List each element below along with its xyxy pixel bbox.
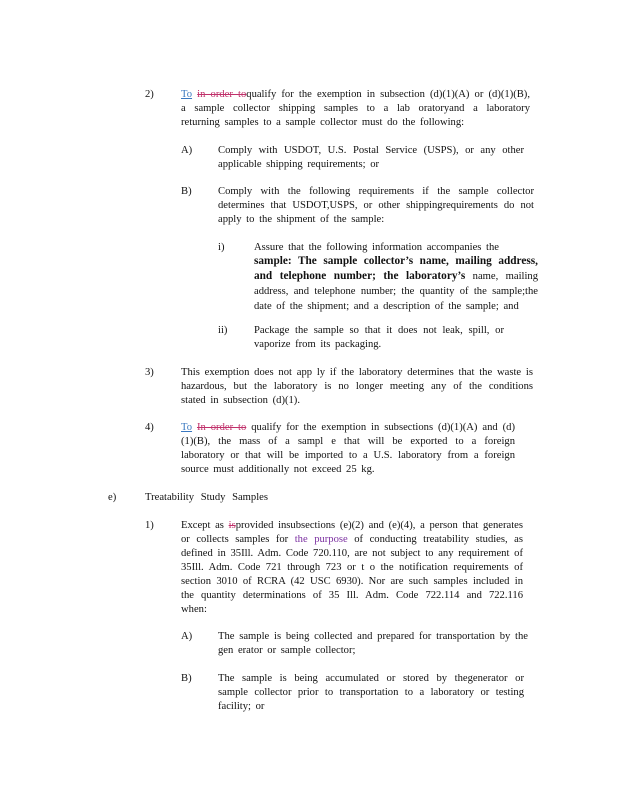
paragraph-2a: Comply with USDOT, U.S. Postal Service (USPS), or any other applicable shipping requirements; or [218, 145, 524, 170]
deleted-text: is [228, 520, 236, 531]
paragraph-text: Except as [181, 520, 224, 531]
paragraph-4 [181, 421, 515, 477]
section-title: Treatability Study Samples [145, 492, 268, 503]
item-label: B) [181, 673, 192, 684]
paragraph-text: of conducting treatability studies, as defined in 35Ill. Adm. Code 720.110, are not subject to any requirement of 35Ill. Adm. Code 721 through 723 or t o the notification requirements of section 3010 of RCRA (42 USC 6930). Nor are such samples included in the quantity determinations of 35 Ill. Adm. Code 722.114 and 722.116 when: [181, 534, 523, 615]
paragraph-text: qualify for the exemption in subsections (d)(1)(A) and (d)(1)(B), the mass of a sampl e that will be exported to a foreign laboratory or that will be imported to a U.S. laboratory from a foreign source must additionally not exceed 25 kg. [181, 422, 515, 475]
paragraph-text: qualify for the exemption in subsection (d)(1)(A) or (d)(1)(B), a sample collector shipping samples to a lab oratoryand a laboratory returning samples to a sample collector must do the following: [181, 89, 530, 128]
item-label: 4) [145, 422, 154, 433]
paragraph-2bii: Package the sample so that it does not leak, spill, or vaporize from its packaging. [254, 325, 504, 350]
inserted-text: To [181, 422, 193, 433]
item-label: A) [181, 145, 193, 156]
item-label: ii) [218, 325, 228, 336]
item-label: i) [218, 242, 225, 253]
item-label: B) [181, 186, 192, 197]
paragraph-e1a: The sample is being collected and prepared for transportation by the gen erator or sample collector; [218, 631, 528, 656]
paragraph-e1b: The sample is being accumulated or stored by thegenerator or sample collector prior to transportation to a laboratory or testing facility; or [218, 673, 524, 712]
paragraph-3: This exemption does not app ly if the laboratory determines that the waste is hazardous, but the laboratory is no longer meeting any of the conditions stated in subsection (d)(1). [181, 367, 533, 406]
section-label: e) [108, 492, 117, 503]
paragraph-2 [181, 88, 530, 130]
paragraph-e1 [181, 519, 523, 617]
item-label: 2) [145, 89, 154, 100]
paragraph-2bi [254, 254, 538, 314]
deleted-text: In order to [196, 422, 247, 433]
item-label: 3) [145, 367, 154, 378]
paragraph-2b: Comply with the following requirements if the sample collector determines that USDOT,USPS, or other shippingrequirements do not apply to the shipment of the sample: [218, 186, 534, 225]
item-label: A) [181, 631, 193, 642]
inserted-text: To [181, 89, 193, 100]
deleted-text: in order to [197, 89, 247, 100]
paragraph-2bi-line1: Assure that the following information accompanies the [254, 242, 500, 253]
inserted-text: the purpose [294, 534, 348, 545]
item-label: 1) [145, 520, 154, 531]
paragraph-text: name, mailing address, and telephone number; the quantity of the sample;the date of the shipment; and a description of the sample; and [254, 271, 538, 312]
emphasis-text: sample: The sample collector’s name, mailing address, and telephone number; the laboratory’s [254, 255, 538, 282]
paragraph-text: provided insubsections (e)(2) and (e)(4), a person that generates or collects samples for [181, 520, 524, 545]
